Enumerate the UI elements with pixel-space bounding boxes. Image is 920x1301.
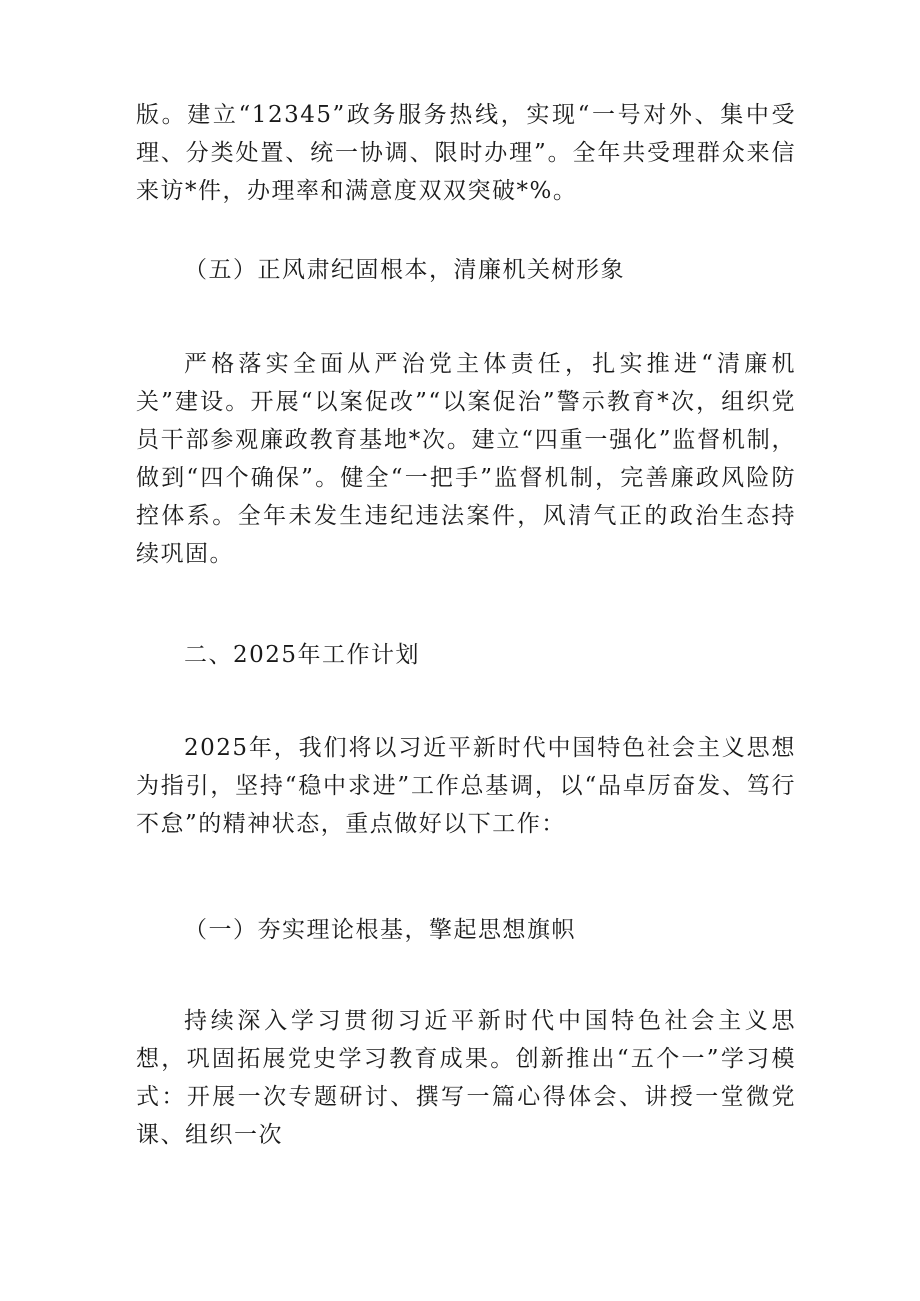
paragraph-2025-intro: 2025年，我们将以习近平新时代中国特色社会主义思想为指引，坚持“稳中求进”工作总基调，以“品卓厉奋发、笃行不怠”的精神状态，重点做好以下工作： (136, 735, 796, 837)
section-heading-2025-plan: 二、2025年工作计划 (184, 642, 421, 668)
section-heading-discipline: （五）正风肃纪固根本，清廉机关树形象 (184, 257, 625, 283)
section-heading-theory: （一）夯实理论根基，擎起思想旗帜 (184, 917, 576, 943)
paragraph-clean-governance: 严格落实全面从严治党主体责任，扎实推进“清廉机关”建设。开展“以案促改”“以案促治”警示教育*次，组织党员干部参观廉政教育基地*次。建立“四重一强化”监督机制，做到“四个确保”。健全“一把手”监督机制，完善廉政风险防控体系。全年未发生违纪违法案件，风清气正的政治生态持续巩固。 (136, 351, 796, 567)
paragraph-study-model: 持续深入学习贯彻习近平新时代中国特色社会主义思想，巩固拓展党史学习教育成果。创新推出“五个一”学习模式：开展一次专题研讨、撰写一篇心得体会、讲授一堂微党课、组织一次 (136, 1008, 796, 1148)
paragraph-hotline-service: 版。建立“12345”政务服务热线，实现“一号对外、集中受理、分类处置、统一协调、限时办理”。全年共受理群众来信来访*件，办理率和满意度双双突破*%。 (136, 102, 796, 204)
